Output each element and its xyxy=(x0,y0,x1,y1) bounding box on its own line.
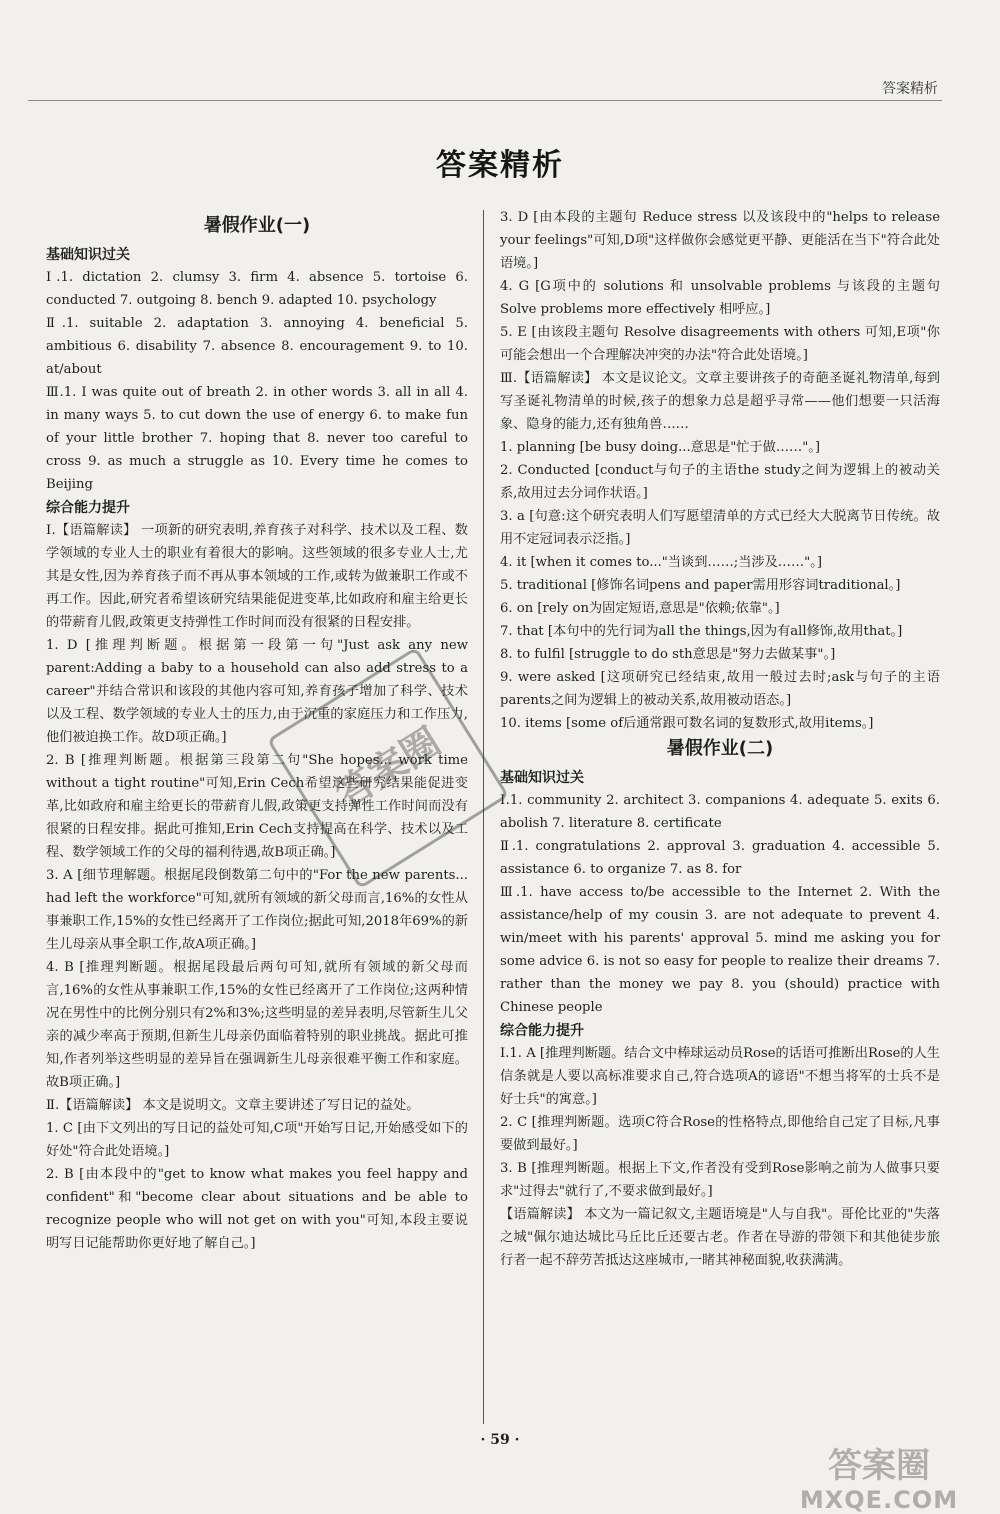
subsection-title: 综合能力提升 xyxy=(500,1023,584,1039)
answer-paragraph: Ⅲ.【语篇解读】 本文是议论文。文章主要讲孩子的奇葩圣诞礼物清单,每到写圣诞礼物清单的时候,孩子的想象力总是超乎寻常——他们想要一只活海象、隐身的能力,还有独角兽…… xyxy=(500,371,940,432)
answer-paragraph: 1. C [由下文列出的写日记的益处可知,C项"开始写日记,开始感受如下的好处"符合此处语境。] xyxy=(46,1121,468,1159)
answer-paragraph: 5. E [由该段主题句 Resolve disagreements with others 可知,E项"你可能会想出一个合理解决冲突的办法"符合此处语境。] xyxy=(500,325,940,363)
answer-paragraph: 9. were asked [这项研究已经结束,故用一般过去时;ask与句子的主语parents之间为逻辑上的被动关系,故用被动语态。] xyxy=(500,670,940,708)
subsection-title: 基础知识过关 xyxy=(500,770,584,786)
answer-paragraph: 2. C [推理判断题。选项C符合Rose的性格特点,即他给自己定了目标,凡事要做到最好。] xyxy=(500,1115,940,1153)
answer-paragraph: Ⅱ.1. suitable 2. adaptation 3. annoying 4. beneficial 5. ambitious 6. disability 7. absence 8. encouragement 9. to 10. at/about xyxy=(46,316,468,377)
answer-paragraph: 2. B [推理判断题。根据第三段第二句"She hopes... work time without a tight routine"可知,Erin Cech希望这些研究结果能促进变革,比如政府和雇主给更长的带薪育儿假,政策更支持弹性工作时间而没有很紧的日程安排。据此可推知,Erin Cech支持提高在科学、技术以及工程、数学领域工作的父母的福利待遇,故B项正确。] xyxy=(46,753,468,860)
answer-paragraph: 【语篇解读】 本文为一篇记叙文,主题语境是"人与自我"。哥伦比亚的"失落之城"佩尔迪达城比马丘比丘还要古老。作者在导游的带领下和其他徒步旅行者一起不辞劳苦抵达这座城市,一睹其神秘面貌,收获满满。 xyxy=(500,1207,940,1268)
answer-paragraph: Ⅱ.【语篇解读】 本文是说明文。文章主要讲述了写日记的益处。 xyxy=(46,1098,420,1113)
header-rule xyxy=(28,100,942,101)
section-title: 暑假作业(二) xyxy=(666,738,774,759)
subsection-title: 基础知识过关 xyxy=(46,247,130,263)
watermark-logo-text: 答案圈 xyxy=(828,1446,930,1486)
right-column xyxy=(500,206,940,1272)
site-watermark xyxy=(784,1446,974,1514)
answer-paragraph: Ⅲ.1. have access to/be accessible to the Internet 2. With the assistance/help of my cousin 3. are not adequate to prevent 4. win/meet with his parents' approval 5. mind me asking you for some advice 6. is not so easy for people to realize their dreams 7. rather than the money we pay 8. you (should) practice with Chinese people xyxy=(500,885,940,1015)
answer-paragraph: Ⅲ.1. I was quite out of breath 2. in other words 3. all in all 4. in many ways 5. to cut down the use of energy 6. to make fun of your little brother 7. hoping that 8. never too careful to cross 9. as much a struggle as 10. Every time he comes to Beijing xyxy=(46,385,468,492)
answer-paragraph: Ⅱ.1. congratulations 2. approval 3. graduation 4. accessible 5. assistance 6. to organize 7. as 8. for xyxy=(500,839,940,877)
watermark-url: MXQE.COM xyxy=(799,1486,959,1514)
answer-paragraph: 5. traditional [修饰名词pens and paper需用形容词traditional。] xyxy=(500,578,901,593)
section-title: 暑假作业(一) xyxy=(203,215,311,236)
answer-paragraph: 3. A [细节理解题。根据尾段倒数第二句中的"For the new parents... had left the workforce"可知,就所有领域的新父母而言,16%的女性从事兼职工作,15%的女性已经离开了工作岗位;据此可知,2018年69%的新生儿母亲从事全职工作,故A项正确。] xyxy=(46,868,468,952)
answer-paragraph: 10. items [some of后通常跟可数名词的复数形式,故用items。] xyxy=(500,716,874,731)
answer-paragraph: 1. D [推理判断题。根据第一段第一句"Just ask any new parent:Adding a baby to a household can also add stress to a career"并结合常识和该段的其他内容可知,养育孩子增加了科学、技术以及工程、数学领域的专业人士的压力,由于沉重的家庭压力和工作压力,他们被迫换工作。故D项正确。] xyxy=(46,638,468,745)
stamp-text: 答案圈 xyxy=(327,719,448,817)
answer-paragraph: 6. on [rely on为固定短语,意思是"依赖;依靠"。] xyxy=(500,601,780,616)
page-title: 答案精析 xyxy=(436,148,564,183)
page-number: · 59 · xyxy=(480,1432,520,1448)
answer-paragraph: 4. G [G项中的 solutions 和 unsolvable problems 与该段的主题句 Solve problems more effectively 相呼应。] xyxy=(500,279,940,317)
subsection-title: 综合能力提升 xyxy=(46,500,130,516)
answer-paragraph: 3. D [由本段的主题句 Reduce stress 以及该段中的"helps to release your feelings"可知,D项"这样做你会感觉更平静、更能活在当下"符合此处语境。] xyxy=(500,210,940,271)
answer-paragraph: Ⅰ.【语篇解读】 一项新的研究表明,养育孩子对科学、技术以及工程、数学领域的专业人士的职业有着很大的影响。这些领域的很多专业人士,尤其是女性,因为养育孩子而不再从事本领域的工作,或转为做兼职工作或不再工作。因此,研究者希望该研究结果能促进变革,比如政府和雇主给更长的带薪育儿假,政策更支持弹性工作时间而没有很紧的日程安排。 xyxy=(46,523,468,630)
answer-paragraph: Ⅰ.1. dictation 2. clumsy 3. firm 4. absence 5. tortoise 6. conducted 7. outgoing 8. bench 9. adapted 10. psychology xyxy=(46,270,468,308)
running-header: 答案精析 xyxy=(882,81,938,97)
answer-paragraph: 8. to fulfil [struggle to do sth意思是"努力去做某事"。] xyxy=(500,647,836,662)
answer-paragraph: 4. B [推理判断题。根据尾段最后两句可知,就所有领域的新父母而言,16%的女性从事兼职工作,15%的女性已经离开了工作岗位;这两种情况在男性中的比例分别只有2%和3%;这些明显的差异表明,尽管新生儿父亲的减少率高于预期,但新生儿母亲仍面临着特别的职业挑战。据此可推知,作者列举这些明显的差异旨在强调新生儿母亲很难平衡工作和家庭。故B项正确。] xyxy=(46,960,468,1090)
column-divider xyxy=(483,210,484,1424)
answer-paragraph: 2. B [由本段中的"get to know what makes you feel happy and confident"和"become clear about situations and be able to recognize people who will not get on with you"可知,本段主要说明写日记能帮助你更好地了解自己。] xyxy=(46,1167,468,1251)
answer-paragraph: 2. Conducted [conduct与句子的主语the study之间为逻辑上的被动关系,故用过去分词作状语。] xyxy=(500,463,940,501)
answer-paragraph: Ⅰ.1. community 2. architect 3. companions 4. adequate 5. exits 6. abolish 7. literature 8. certificate xyxy=(500,793,940,831)
answer-paragraph: 1. planning [be busy doing...意思是"忙于做……"。] xyxy=(500,440,821,455)
answer-paragraph: 4. it [when it comes to..."当谈到……;当涉及……"。] xyxy=(500,555,822,570)
answer-paragraph: 3. B [推理判断题。根据上下文,作者没有受到Rose影响之前为人做事只要求"过得去"就行了,不要求做到最好。] xyxy=(500,1161,940,1199)
answer-paragraph: 7. that [本句中的先行词为all the things,因为有all修饰,故用that。] xyxy=(500,624,903,639)
answer-paragraph: Ⅰ.1. A [推理判断题。结合文中棒球运动员Rose的话语可推断出Rose的人生信条就是人要以高标准要求自己,符合选项A的谚语"不想当将军的士兵不是好士兵"的寓意。] xyxy=(500,1046,940,1107)
answer-paragraph: 3. a [句意:这个研究表明人们写愿望清单的方式已经大大脱离节日传统。故用不定冠词表示泛指。] xyxy=(500,509,940,547)
